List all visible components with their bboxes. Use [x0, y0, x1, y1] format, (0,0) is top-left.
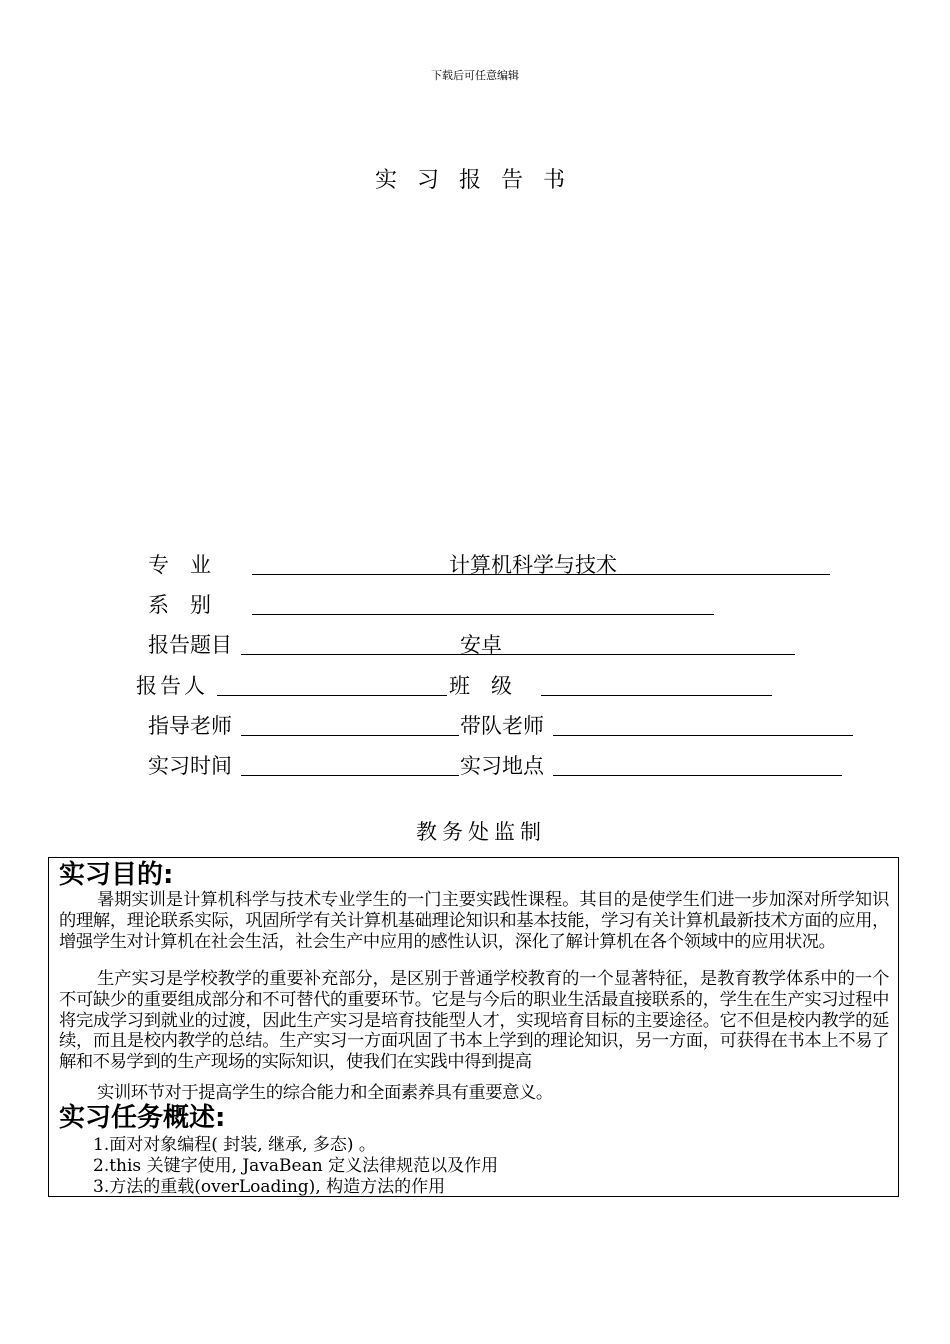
- team-teacher-underline: [553, 735, 853, 736]
- purpose-paragraph-2: 生产实习是学校教学的重要补充部分，是区别于普通学校教育的一个显著特征，是教育教学体系中的一个不可缺少的重要组成部分和不可替代的重要环节。它是与今后的职业生活最直接联系的，学生在生产实习过程中将完成学习到就业的过渡，因此生产实习是培育技能型人才，实现培育目标的主要途径。它不但是校内教学的延续，而且是校内教学的总结。生产实习一方面巩固了书本上学到的理论知识，另一方面，可获得在书本上不易了解和不易学到的生产现场的实际知识，使我们在实践中得到提高: [59, 969, 889, 1073]
- reporter-label: 报告人: [136, 674, 208, 698]
- purpose-paragraph-1: 暑期实训是计算机科学与技术专业学生的一门主要实践性课程。其目的是使学生们进一步加深对所学知识的理解，理论联系实际，巩固所学有关计算机基础理论知识和基本技能，学习有关计算机最新技术方面的应用，增强学生对计算机在社会生活，社会生产中应用的感性认识，深化了解计算机在各个领域中的应用状况。: [59, 890, 889, 952]
- tasks-heading: 实习任务概述:: [59, 1103, 226, 1133]
- topic-label: 报告题目: [148, 633, 232, 657]
- office-note: 教务处监制: [416, 820, 546, 844]
- purpose-heading: 实习目的:: [59, 860, 174, 890]
- department-row: [0, 590, 950, 620]
- topic-value: 安卓: [460, 633, 502, 657]
- topic-underline: [241, 654, 795, 655]
- reporter-underline: [217, 695, 447, 696]
- place-underline: [553, 775, 842, 776]
- major-row: [0, 550, 950, 580]
- class-label: 班 级: [449, 674, 512, 698]
- major-value: 计算机科学与技术: [449, 553, 617, 577]
- time-label: 实习时间: [148, 754, 232, 778]
- purpose-paragraph-3: 实训环节对于提高学生的综合能力和全面素养具有重要意义。: [97, 1083, 553, 1103]
- place-label: 实习地点: [460, 754, 544, 778]
- advisor-label: 指导老师: [148, 714, 232, 738]
- task-item-2: 2.this 关键字使用, JavaBean 定义法律规范以及作用: [93, 1156, 499, 1176]
- document-title: 实习报告书: [374, 168, 585, 193]
- reporter-row: [0, 671, 950, 701]
- department-underline: [252, 614, 714, 615]
- major-label: 专 业: [148, 553, 211, 577]
- team-teacher-label: 带队老师: [460, 714, 544, 738]
- time-underline: [241, 775, 459, 776]
- time-place-row: [0, 751, 950, 781]
- task-item-3: 3.方法的重载(overLoading), 构造方法的作用: [93, 1177, 446, 1197]
- content-box: [48, 857, 899, 1197]
- class-underline: [541, 695, 772, 696]
- advisor-row: [0, 711, 950, 741]
- topic-row: [0, 630, 950, 660]
- advisor-underline: [241, 735, 459, 736]
- department-label: 系 别: [148, 593, 211, 617]
- header-note: 下载后可任意编辑: [431, 69, 519, 82]
- task-item-1: 1.面对对象编程( 封装, 继承, 多态) 。: [93, 1135, 376, 1155]
